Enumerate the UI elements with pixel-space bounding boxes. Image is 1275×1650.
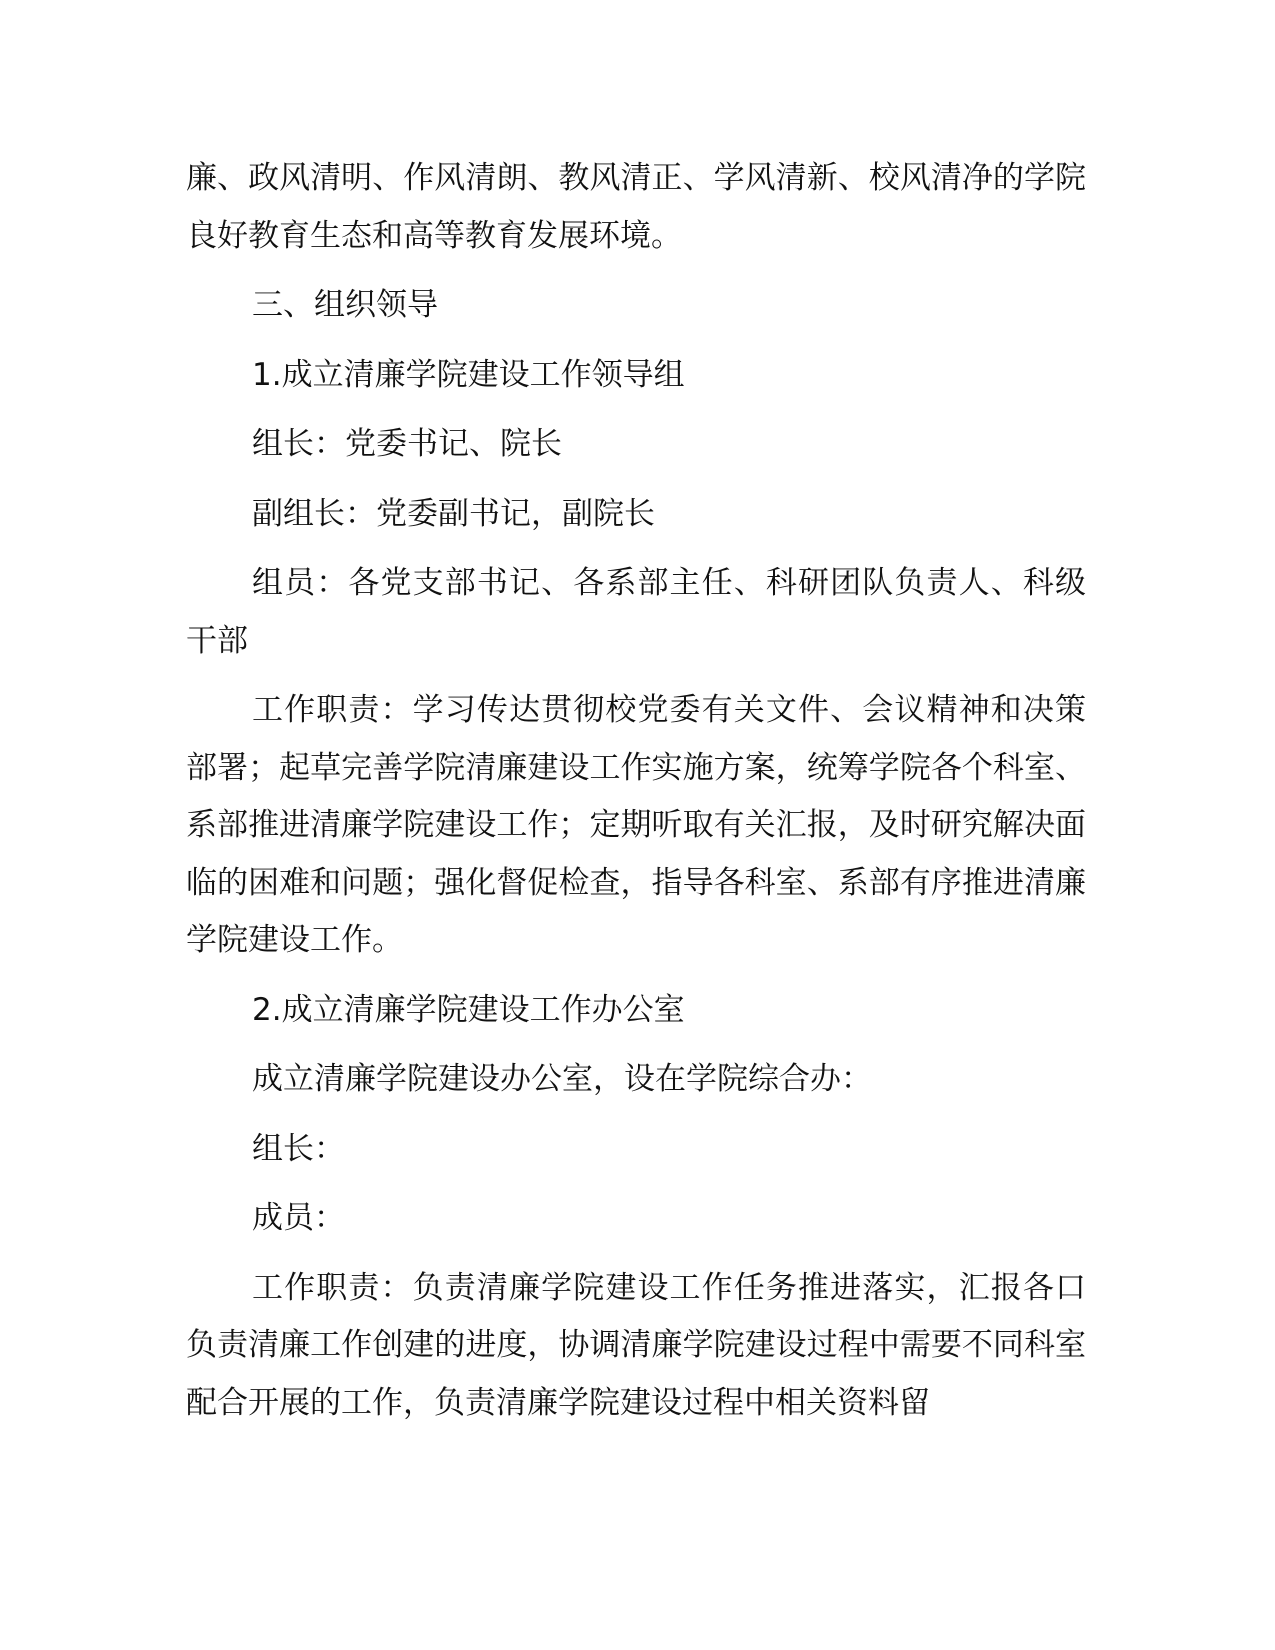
paragraph-group-leader: 组长：党委书记、院长	[252, 426, 562, 462]
paragraph-deputy-leader: 副组长：党委副书记，副院长	[252, 495, 655, 532]
paragraph-duties-leadership: 工作职责：学习传达贯彻校党委有关文件、会议精神和决策部署；起草完善学院清廉建设工作实施方案，统筹学院各个科室、系部推进清廉学院建设工作；定期听取有关汇报，及时研究解决面临的困难和问题；强化督促检查，指导各科室、系部有序推进清廉学院建设工作。	[186, 692, 1086, 958]
subheading-leadership-group: 1.成立清廉学院建设工作领导组	[252, 356, 685, 393]
paragraph-members: 组员：各党支部书记、各系部主任、科研团队负责人、科级干部	[186, 565, 1086, 659]
paragraph-continuation: 廉、政风清明、作风清朗、教风清正、学风清新、校风清净的学院良好教育生态和高等教育发展环境。	[186, 160, 1086, 254]
paragraph-office-leader: 组长：	[252, 1130, 345, 1167]
paragraph-duties-office: 工作职责：负责清廉学院建设工作任务推进落实，汇报各口负责清廉工作创建的进度，协调清廉学院建设过程中需要不同科室配合开展的工作，负责清廉学院建设过程中相关资料留	[186, 1269, 1086, 1421]
paragraph-office-setup: 成立清廉学院建设办公室，设在学院综合办：	[252, 1061, 872, 1097]
paragraph-office-members: 成员：	[252, 1200, 345, 1236]
section-heading-organization: 三、组织领导	[252, 287, 438, 323]
subheading-office: 2.成立清廉学院建设工作办公室	[252, 991, 685, 1028]
document-body	[186, 150, 1086, 1432]
